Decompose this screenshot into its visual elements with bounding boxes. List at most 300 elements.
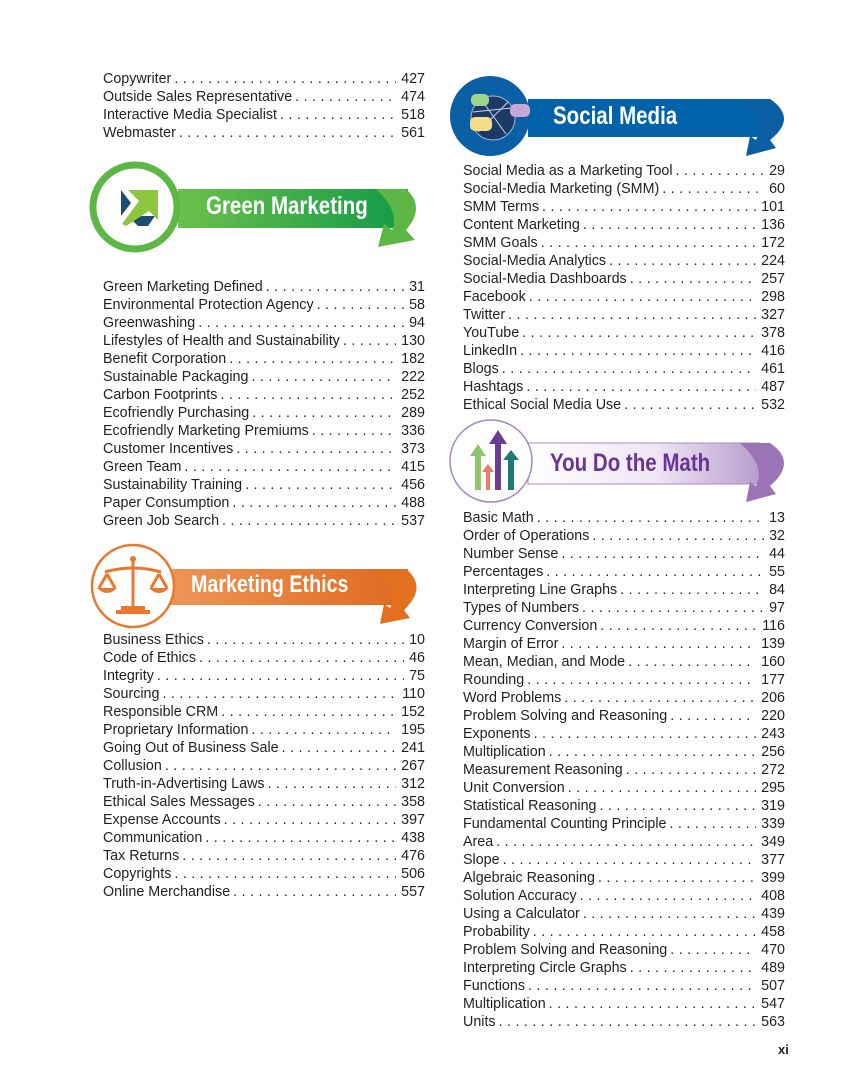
entry-page-number: 399 [761,870,785,886]
toc-entry [463,360,785,378]
dot-leader [529,288,756,306]
entry-page-number: 289 [401,405,425,421]
entry-title: SMM Goals [463,234,541,252]
entry-title: Types of Numbers [463,599,582,617]
dot-leader [568,779,756,797]
toc-entry [103,368,425,386]
toc-entry [103,775,425,793]
entry-title: LinkedIn [463,342,520,360]
dot-leader [522,324,756,342]
entry-page-number: 427 [401,71,425,87]
toc-entry [463,689,785,707]
toc-entry [463,1013,785,1031]
dot-leader [312,422,396,440]
dot-leader [630,959,756,977]
toc-entry [103,476,425,494]
dot-leader [268,775,397,793]
toc-entry [463,941,785,959]
entry-title: Word Problems [463,689,564,707]
entry-title: Communication [103,829,205,847]
toc-entry [463,887,785,905]
entry-title: Online Merchandise [103,883,233,901]
toc-entry [463,653,785,671]
toc-entry [103,278,425,296]
dot-leader [526,378,756,396]
entry-title: Facebook [463,288,529,306]
entry-page-number: 456 [401,477,425,493]
entry-page-number: 116 [762,618,785,634]
entry-page-number: 58 [409,297,425,313]
entry-title: Number Sense [463,545,561,563]
toc-entry [463,234,785,252]
toc-entry [463,324,785,342]
dot-leader [199,649,404,667]
entry-title: Sustainable Packaging [103,368,251,386]
entry-title: Green Marketing Defined [103,278,266,296]
dot-leader [533,923,756,941]
toc-entry [103,883,425,901]
entry-title: Social-Media Dashboards [463,270,630,288]
entry-page-number: 94 [409,315,425,331]
toc-entry [463,288,785,306]
toc-entry [463,797,785,815]
toc-entry [103,296,425,314]
dot-leader [224,811,397,829]
dot-leader [542,198,756,216]
toc-entry [103,88,425,106]
entry-page-number: 439 [761,906,785,922]
green-marketing-banner [88,152,418,262]
social-media-banner [448,72,793,162]
entry-title: Multiplication [463,743,549,761]
dot-leader [549,743,757,761]
toc-entry [463,216,785,234]
toc-entry [463,509,785,527]
dot-leader [502,360,756,378]
entry-page-number: 298 [761,289,785,305]
entry-title: Blogs [463,360,502,378]
entry-page-number: 532 [761,397,785,413]
toc-entry [463,527,785,545]
dot-leader [282,739,397,757]
dot-leader [592,527,764,545]
entry-title: Hashtags [463,378,526,396]
entry-page-number: 172 [761,235,785,251]
entry-page-number: 378 [761,325,785,341]
entry-title: Area [463,833,496,851]
toc-entry [103,793,425,811]
dot-leader [662,180,764,198]
dot-leader [280,106,396,124]
entry-title: SMM Terms [463,198,542,216]
entry-page-number: 415 [401,459,425,475]
entry-page-number: 130 [401,333,425,349]
dot-leader [546,563,764,581]
entry-page-number: 518 [401,107,425,123]
entry-title: Customer Incentives [103,440,236,458]
entry-title: Twitter [463,306,508,324]
toc-entry [103,847,425,865]
entry-page-number: 377 [761,852,785,868]
dot-leader [233,883,396,901]
entry-page-number: 46 [409,650,425,666]
entry-page-number: 267 [401,758,425,774]
entry-title: Code of Ethics [103,649,199,667]
entry-title: Ethical Social Media Use [463,396,624,414]
dot-leader [236,440,396,458]
entry-title: Copywriter [103,70,174,88]
entry-title: Percentages [463,563,546,581]
green-marketing-list [103,278,425,530]
entry-page-number: 416 [761,343,785,359]
entry-page-number: 29 [769,163,785,179]
entry-title: Social-Media Marketing (SMM) [463,180,662,198]
dot-leader [600,617,757,635]
entry-page-number: 373 [401,441,425,457]
entry-page-number: 75 [409,668,425,684]
entry-title: Margin of Error [463,635,561,653]
dot-leader [266,278,404,296]
entry-page-number: 139 [761,636,785,652]
entry-page-number: 257 [761,271,785,287]
toc-entry [463,869,785,887]
dot-leader [317,296,404,314]
dot-leader [184,458,396,476]
entry-page-number: 97 [769,600,785,616]
toc-entry [463,725,785,743]
dot-leader [670,941,756,959]
entry-title: Green Job Search [103,512,222,530]
toc-entry [463,599,785,617]
entry-page-number: 563 [761,1014,785,1030]
entry-title: Ecofriendly Purchasing [103,404,252,422]
toc-entry [463,959,785,977]
toc-entry [463,581,785,599]
page-number: xi [778,1042,789,1057]
entry-title: Using a Calculator [463,905,583,923]
entry-title: Going Out of Business Sale [103,739,282,757]
entry-page-number: 243 [761,726,785,742]
dot-leader [295,88,396,106]
entry-title: Integrity [103,667,157,685]
dot-leader [182,847,396,865]
entry-page-number: 182 [401,351,425,367]
entry-page-number: 561 [401,125,425,141]
dot-leader [179,124,396,142]
toc-entry [103,631,425,649]
entry-page-number: 438 [401,830,425,846]
dot-leader [676,162,765,180]
entry-page-number: 295 [761,780,785,796]
toc-entry [103,332,425,350]
dot-leader [222,512,396,530]
entry-title: Lifestyles of Health and Sustainability [103,332,343,350]
dot-leader [508,306,756,324]
dot-leader [561,545,764,563]
dot-leader [630,270,756,288]
entry-page-number: 557 [401,884,425,900]
entry-page-number: 252 [401,387,425,403]
entry-page-number: 110 [402,686,425,702]
entry-title: Interactive Media Specialist [103,106,280,124]
entry-title: Carbon Footprints [103,386,220,404]
dot-leader [669,815,756,833]
toc-entry [463,995,785,1013]
dot-leader [165,757,396,775]
toc-entry [103,721,425,739]
entry-title: YouTube [463,324,522,342]
dot-leader [620,581,764,599]
entry-title: Mean, Median, and Mode [463,653,628,671]
toc-entry [463,545,785,563]
toc-entry [463,252,785,270]
dot-leader [258,793,396,811]
entry-title: Outside Sales Representative [103,88,295,106]
entry-page-number: 349 [761,834,785,850]
dot-leader [583,216,756,234]
dot-leader [251,368,396,386]
entry-page-number: 272 [761,762,785,778]
toc-entry [463,342,785,360]
entry-title: Interpreting Circle Graphs [463,959,630,977]
toc-entry [103,649,425,667]
toc-entry [103,440,425,458]
dot-leader [174,865,396,883]
entry-title: Business Ethics [103,631,207,649]
entry-title: Problem Solving and Reasoning [463,707,670,725]
entry-title: Rounding [463,671,527,689]
dot-leader [205,829,396,847]
dot-leader [609,252,756,270]
social-media-heading: Social Media [553,102,678,130]
toc-entry [103,494,425,512]
dot-leader [626,761,756,779]
entry-page-number: 339 [761,816,785,832]
dot-leader [549,995,757,1013]
entry-page-number: 224 [761,253,785,269]
toc-entry [463,635,785,653]
dot-leader [600,797,757,815]
dot-leader [232,494,396,512]
entry-page-number: 470 [761,942,785,958]
entry-page-number: 241 [401,740,425,756]
entry-page-number: 152 [401,704,425,720]
entry-page-number: 60 [769,181,785,197]
entry-title: Benefit Corporation [103,350,229,368]
toc-entry [463,743,785,761]
toc-entry [103,124,425,142]
you-do-the-math-heading: You Do the Math [550,449,711,477]
entry-title: Webmaster [103,124,179,142]
entry-page-number: 408 [761,888,785,904]
entry-page-number: 10 [409,632,425,648]
entry-title: Basic Math [463,509,537,527]
toc-entry [463,198,785,216]
entry-title: Greenwashing [103,314,198,332]
toc-entry [463,162,785,180]
entry-title: Algebraic Reasoning [463,869,598,887]
entry-page-number: 319 [761,798,785,814]
entry-title: Solution Accuracy [463,887,580,905]
entry-title: Proprietary Information [103,721,251,739]
entry-title: Copyrights [103,865,174,883]
toc-entry [463,905,785,923]
entry-title: Expense Accounts [103,811,224,829]
entry-page-number: 177 [761,672,785,688]
you-do-the-math-list [463,509,785,1031]
toc-entry [103,865,425,883]
entry-title: Exponents [463,725,534,743]
dot-leader [564,689,756,707]
toc-entry [103,703,425,721]
entry-title: Ethical Sales Messages [103,793,258,811]
entry-title: Social Media as a Marketing Tool [463,162,676,180]
entry-page-number: 358 [401,794,425,810]
entry-page-number: 222 [401,369,425,385]
toc-entry [103,458,425,476]
entry-page-number: 476 [401,848,425,864]
dot-leader [343,332,396,350]
entry-title: Interpreting Line Graphs [463,581,620,599]
entry-title: Currency Conversion [463,617,600,635]
entry-title: Truth-in-Advertising Laws [103,775,268,793]
entry-page-number: 160 [761,654,785,670]
entry-page-number: 256 [761,744,785,760]
toc-entry [103,829,425,847]
dot-leader [198,314,404,332]
toc-entry [463,815,785,833]
toc-entry [103,811,425,829]
entry-title: Order of Operations [463,527,592,545]
dot-leader [251,721,396,739]
entry-title: Statistical Reasoning [463,797,600,815]
toc-entry [103,70,425,88]
entry-page-number: 31 [409,279,425,295]
entry-title: Probability [463,923,533,941]
toc-entry [463,270,785,288]
careers-list [103,70,425,142]
toc-entry [463,833,785,851]
toc-entry [103,404,425,422]
marketing-ethics-heading: Marketing Ethics [191,571,349,598]
entry-title: Functions [463,977,528,995]
entry-title: Paper Consumption [103,494,232,512]
entry-page-number: 487 [761,379,785,395]
dot-leader [503,851,757,869]
toc-entry [463,617,785,635]
dot-leader [582,599,764,617]
entry-title: Content Marketing [463,216,583,234]
dot-leader [221,703,396,721]
dot-leader [207,631,404,649]
dot-leader [583,905,756,923]
entry-page-number: 537 [401,513,425,529]
dot-leader [598,869,756,887]
entry-page-number: 312 [401,776,425,792]
toc-entry [463,779,785,797]
toc-entry [463,306,785,324]
dot-leader [229,350,396,368]
dot-leader [561,635,756,653]
entry-page-number: 84 [769,582,785,598]
entry-page-number: 336 [401,423,425,439]
toc-entry [103,386,425,404]
toc-entry [103,106,425,124]
entry-title: Units [463,1013,499,1031]
marketing-ethics-list [103,631,425,901]
entry-page-number: 101 [761,199,785,215]
dot-leader [628,653,756,671]
entry-page-number: 397 [401,812,425,828]
toc-entry [463,180,785,198]
dot-leader [220,386,396,404]
toc-entry [103,512,425,530]
toc-entry [463,761,785,779]
entry-page-number: 506 [401,866,425,882]
toc-entry [463,923,785,941]
entry-title: Environmental Protection Agency [103,296,317,314]
entry-title: Slope [463,851,503,869]
dot-leader [670,707,756,725]
entry-page-number: 206 [761,690,785,706]
dot-leader [499,1013,757,1031]
dot-leader [252,404,396,422]
dot-leader [537,509,764,527]
entry-title: Tax Returns [103,847,182,865]
entry-title: Responsible CRM [103,703,221,721]
entry-page-number: 13 [769,510,785,526]
dot-leader [162,685,397,703]
toc-entry [463,563,785,581]
entry-title: Social-Media Analytics [463,252,609,270]
toc-entry [463,671,785,689]
toc-entry [463,851,785,869]
toc-entry [103,739,425,757]
toc-entry [103,314,425,332]
arrow-up-right-icon [118,186,168,236]
entry-title: Green Team [103,458,184,476]
entry-page-number: 136 [761,217,785,233]
entry-title: Problem Solving and Reasoning [463,941,670,959]
entry-page-number: 474 [401,89,425,105]
toc-entry [103,685,425,703]
entry-page-number: 195 [401,722,425,738]
dot-leader [534,725,757,743]
marketing-ethics-banner [88,542,418,632]
dot-leader [527,671,756,689]
entry-title: Unit Conversion [463,779,568,797]
entry-title: Sourcing [103,685,162,703]
green-marketing-heading: Green Marketing [206,192,368,220]
entry-page-number: 32 [769,528,785,544]
entry-page-number: 488 [401,495,425,511]
toc-entry [103,757,425,775]
dot-leader [245,476,396,494]
dot-leader [528,977,756,995]
toc-entry [463,378,785,396]
toc-entry [103,350,425,368]
dot-leader [580,887,756,905]
entry-title: Collusion [103,757,165,775]
dot-leader [174,70,396,88]
entry-title: Multiplication [463,995,549,1013]
toc-entry [463,977,785,995]
entry-page-number: 55 [769,564,785,580]
entry-title: Sustainability Training [103,476,245,494]
entry-title: Measurement Reasoning [463,761,626,779]
dot-leader [624,396,756,414]
toc-entry [463,707,785,725]
